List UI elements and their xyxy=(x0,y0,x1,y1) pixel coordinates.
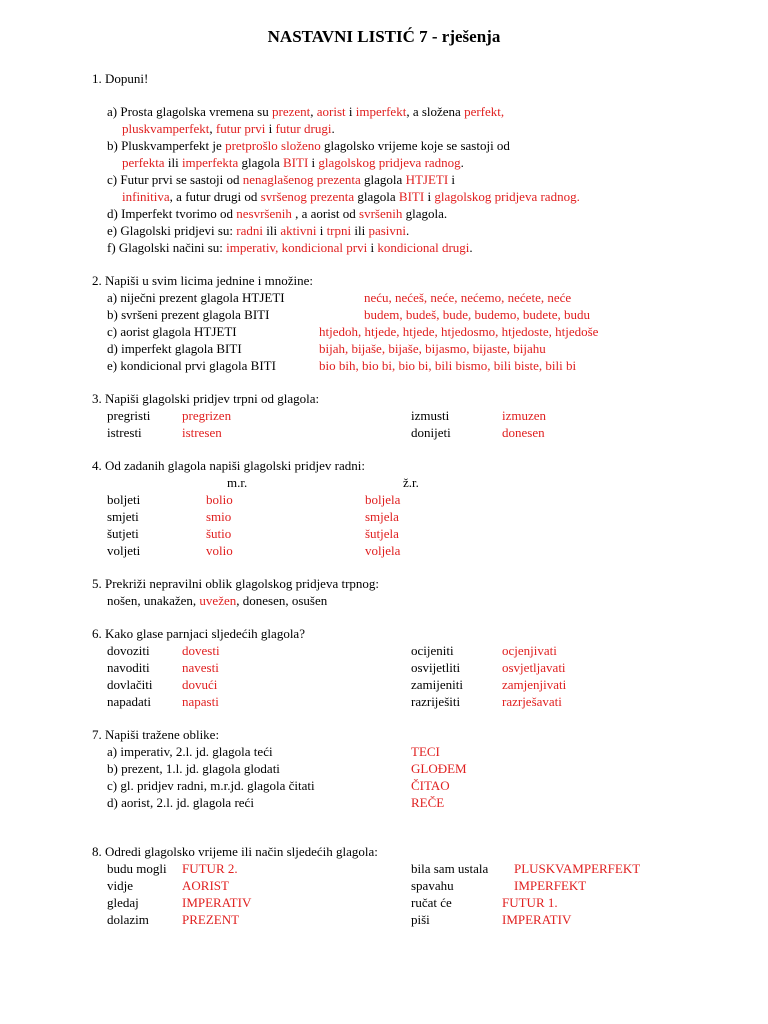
s6-verb: dovlačiti xyxy=(107,677,153,692)
s4-answer-z: smjela xyxy=(365,509,399,524)
s2-question: a) niječni prezent glagola HTJETI xyxy=(107,290,285,305)
s6-verb: navoditi xyxy=(107,660,150,675)
s1-line-b: b) Pluskvamperfekt je pretprošlo složeno glagolsko vrijeme koje se sastoji od xyxy=(107,138,510,153)
s7-answer: GLOĐEM xyxy=(411,761,467,776)
s6-answer: dovesti xyxy=(182,643,220,658)
s8-verb: spavahu xyxy=(411,878,454,893)
s8-verb: budu mogli xyxy=(107,861,167,876)
s8-verb: ručat će xyxy=(411,895,452,910)
s8-verb: vidje xyxy=(107,878,133,893)
s8-answer: IMPERFEKT xyxy=(514,878,587,893)
s3-verb: pregristi xyxy=(107,408,151,423)
s3-verb: donijeti xyxy=(411,425,451,440)
s6-answer: dovući xyxy=(182,677,218,692)
section-3-heading: 3. Napiši glagolski pridjev trpni od glagola: xyxy=(92,391,320,406)
section-2-heading: 2. Napiši u svim licima jednine i množine: xyxy=(92,273,313,288)
s6-answer: napasti xyxy=(182,694,219,709)
s1-line-b2: perfekta ili imperfekta glagola BITI i glagolskog pridjeva radnog. xyxy=(122,155,464,170)
s4-verb: šutjeti xyxy=(107,526,139,541)
s5-forms: nošen, unakažen, uvežen, donesen, osušen xyxy=(107,593,328,608)
s4-verb: boljeti xyxy=(107,492,141,507)
s8-verb: piši xyxy=(411,912,430,927)
s7-answer: TECI xyxy=(411,744,440,759)
s3-answer: izmuzen xyxy=(502,408,547,423)
s1-line-a2: pluskvamperfekt, futur prvi i futur drugi. xyxy=(122,121,335,136)
s6-answer: ocjenjivati xyxy=(502,643,557,658)
s4-answer-m: šutio xyxy=(206,526,232,541)
s6-verb: osvijetliti xyxy=(411,660,461,675)
s2-answer: neću, nećeš, neće, nećemo, nećete, neće xyxy=(364,290,572,305)
s3-verb: istresti xyxy=(107,425,142,440)
s8-verb: dolazim xyxy=(107,912,149,927)
s3-answer: donesen xyxy=(502,425,545,440)
section-6-heading: 6. Kako glase parnjaci sljedećih glagola? xyxy=(92,626,305,641)
s6-answer: navesti xyxy=(182,660,219,675)
s8-answer: FUTUR 2. xyxy=(182,861,238,876)
section-5-heading: 5. Prekriži nepravilni oblik glagolskog pridjeva trpnog: xyxy=(92,576,380,591)
s2-answer: budem, budeš, bude, budemo, budete, budu xyxy=(364,307,591,322)
s7-answer: ČITAO xyxy=(411,778,450,793)
s2-question: b) svršeni prezent glagola BITI xyxy=(107,307,270,322)
s7-question: c) gl. pridjev radni, m.r.jd. glagola čitati xyxy=(107,778,315,793)
s6-answer: razrješavati xyxy=(502,694,562,709)
s4-answer-z: boljela xyxy=(365,492,401,507)
s4-answer-m: bolio xyxy=(206,492,233,507)
s6-answer: osvjetljavati xyxy=(502,660,566,675)
s6-verb: razriješiti xyxy=(411,694,461,709)
s4-col-feminine: ž.r. xyxy=(403,475,419,490)
page-title: NASTAVNI LISTIĆ 7 - rješenja xyxy=(267,27,501,46)
s1-line-c2: infinitiva, a futur drugi od svršenog prezenta glagola BITI i glagolskog pridjeva radnog. xyxy=(122,189,580,204)
section-4-heading: 4. Od zadanih glagola napiši glagolski pridjev radni: xyxy=(92,458,365,473)
s8-answer: PREZENT xyxy=(182,912,240,927)
s7-question: d) aorist, 2.l. jd. glagola reći xyxy=(107,795,254,810)
s4-verb: smjeti xyxy=(107,509,139,524)
s6-verb: napadati xyxy=(107,694,152,709)
s6-answer: zamjenjivati xyxy=(502,677,567,692)
section-8-heading: 8. Odredi glagolsko vrijeme ili način sljedećih glagola: xyxy=(92,844,378,859)
s8-verb: gledaj xyxy=(107,895,139,910)
s7-answer: REČE xyxy=(411,795,445,810)
s8-verb: bila sam ustala xyxy=(411,861,489,876)
s4-verb: voljeti xyxy=(107,543,141,558)
s8-answer: FUTUR 1. xyxy=(502,895,558,910)
s1-line-a: a) Prosta glagolska vremena su prezent, aorist i imperfekt, a složena perfekt, xyxy=(107,104,505,119)
s1-line-d: d) Imperfekt tvorimo od nesvršenih , a aorist od svršenih glagola. xyxy=(107,206,448,221)
s2-question: c) aorist glagola HTJETI xyxy=(107,324,237,339)
s1-line-f: f) Glagolski načini su: imperativ, kondicional prvi i kondicional drugi. xyxy=(107,240,473,255)
s6-verb: zamijeniti xyxy=(411,677,463,692)
s8-answer: PLUSKVAMPERFEKT xyxy=(514,861,641,876)
s7-question: a) imperativ, 2.l. jd. glagola teći xyxy=(107,744,273,759)
s8-answer: AORIST xyxy=(182,878,229,893)
s3-verb: izmusti xyxy=(411,408,450,423)
s2-answer: bio bih, bio bi, bio bi, bili bismo, bili biste, bili bi xyxy=(319,358,577,373)
s6-verb: dovoziti xyxy=(107,643,150,658)
s8-answer: IMPERATIV xyxy=(502,912,572,927)
s1-line-e: e) Glagolski pridjevi su: radni ili aktivni i trpni ili pasivni. xyxy=(107,223,410,238)
s2-question: d) imperfekt glagola BITI xyxy=(107,341,242,356)
s4-answer-m: volio xyxy=(206,543,233,558)
s4-col-masculine: m.r. xyxy=(227,475,248,490)
s8-answer: IMPERATIV xyxy=(182,895,252,910)
s2-answer: htjedoh, htjede, htjede, htjedosmo, htjedoste, htjedoše xyxy=(319,324,599,339)
s7-question: b) prezent, 1.l. jd. glagola glodati xyxy=(107,761,280,776)
s4-answer-z: voljela xyxy=(365,543,401,558)
s3-answer: pregrizen xyxy=(182,408,232,423)
s4-answer-m: smio xyxy=(206,509,232,524)
section-7-heading: 7. Napiši tražene oblike: xyxy=(92,727,220,742)
s2-question: e) kondicional prvi glagola BITI xyxy=(107,358,276,373)
section-1-heading: 1. Dopuni! xyxy=(92,71,149,86)
s4-answer-z: šutjela xyxy=(365,526,399,541)
s6-verb: ocijeniti xyxy=(411,643,454,658)
s3-answer: istresen xyxy=(182,425,222,440)
s1-line-c: c) Futur prvi se sastoji od nenaglašenog prezenta glagola HTJETI i xyxy=(107,172,456,187)
s2-answer: bijah, bijaše, bijaše, bijasmo, bijaste, bijahu xyxy=(319,341,546,356)
